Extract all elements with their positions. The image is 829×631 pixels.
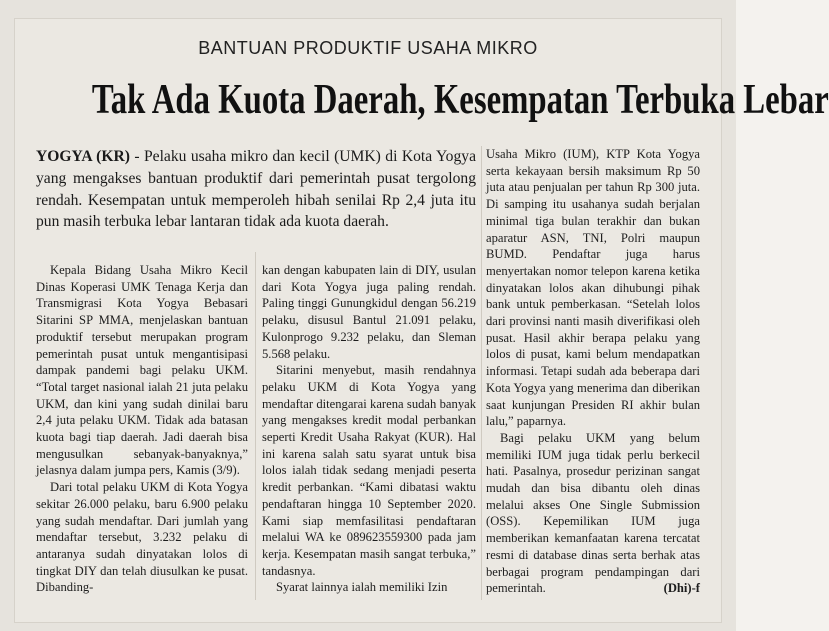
body-column-3	[486, 146, 700, 597]
headline: Tak Ada Kuota Daerah, Kesempatan Terbuka Lebar	[91, 77, 829, 123]
paragraph: Usaha Mikro (IUM), KTP Kota Yogya serta kekayaan bersih maksimum Rp 50 juta atau penjualan per tahun Rp 300 juta. Di samping itu usahanya sudah berjalan minimal tiga bulan terakhir dan bukan aparatur ASN, TNI, Polri maupun BUMD. Pendaftar juga harus menyertakan nomor telepon karena ketika dinyatakan lolos akan dihubungi pihak bank untuk pemberkasan. “Setelah lolos dari provinsi nanti masih diverifikasi oleh pusat. Hasil akhir berapa pelaku yang lolos di pusat, kami belum mendapatkan informasi. Tetapi sudah ada beberapa dari Kota Yogya yang menerima dan diberikan saat kunjungan Presiden RI akhir bulan lalu,” paparnya.	[486, 147, 700, 429]
kicker: BANTUAN PRODUKTIF USAHA MIKRO	[198, 38, 538, 58]
paragraph: Kepala Bidang Usaha Mikro Kecil Dinas Koperasi UMK Tenaga Kerja dan Transmigrasi Kota Yogya Bebasari Sitarini SP MMA, menjelaskan bantuan produktif tersebut merupakan program pemerintah pusat untuk mengantisipasi dampak pandemi bagi pelaku UKM. “Total target nasional ialah 21 juta pelaku UKM, dan kini yang sudah dinilai baru 2,4 juta pelaku UKM. Tidak ada batasan kuota bagi tiap daerah. Jadi daerah bisa mengusulkan sebanyak-banyaknya,” jelasnya dalam jumpa pers, Kamis (3/9).	[36, 263, 248, 478]
lead-text: - Pelaku usaha mikro dan kecil (UMK) di Kota Yogya yang mengakses bantuan produktif dari pemerintah pusat tergolong rendah. Kesempatan untuk memperoleh hibah senilai Rp 2,4 juta itu pun masih terbuka lebar lantaran tidak ada kuota daerah.	[36, 148, 476, 231]
author-signature: (Dhi)-f	[663, 581, 700, 596]
column-divider	[255, 252, 256, 600]
paragraph: Dari total pelaku UKM di Kota Yogya sekitar 26.000 pelaku, baru 6.900 pelaku yang sudah mendaftar. Dari jumlah yang mendaftar tersebut, 3.232 pelaku di antaranya sudah dinyatakan lolos di tingkat DIY dan telah diusulkan ke pusat. Dibanding-	[36, 480, 248, 595]
dateline: YOGYA (KR)	[36, 148, 130, 165]
paragraph: kan dengan kabupaten lain di DIY, usulan dari Kota Yogya juga paling rendah. Paling tinggi Gunungkidul dengan 56.219 pelaku, disusul Bantul 21.091 pelaku, Kulonprogo 9.232 pelaku, dan Sleman 5.568 pelaku.	[262, 263, 476, 361]
body-column-2	[262, 262, 476, 596]
column-divider	[481, 146, 482, 600]
lead-paragraph	[36, 146, 476, 233]
paragraph	[486, 430, 700, 597]
paragraph-text: Bagi pelaku UKM yang belum memiliki IUM juga tidak perlu berkecil hati. Pasalnya, prosedur perizinan sangat mudah dan bisa dibantu oleh dinas melalui akses One Single Submission (OSS). Kepemilikan IUM juga memberikan kemanfaatan karena tercatat resmi di database dinas serta berhak atas berbagai program pendampingan dari pemerintah.	[486, 430, 700, 596]
paragraph: Syarat lainnya ialah memiliki Izin	[276, 580, 448, 595]
body-column-1	[36, 262, 248, 596]
paragraph: Sitarini menyebut, masih rendahnya pelaku UKM di Kota Yogya yang mendaftar ditengarai karena sudah banyak yang mengakses kredit modal perbankan seperti Kredit Usaha Rakyat (KUR). Hal ini karena salah satu syarat untuk bisa lolos ialah tidak sedang menjadi peserta kredit perbankan. “Kami dibatasi waktu pendaftaran hingga 10 September 2020. Kami siap memfasilitasi pendaftaran melalui WA ke 089623559300 pada jam kerja. Kesempatan masih sangat terbuka,” tandasnya.	[262, 363, 476, 578]
